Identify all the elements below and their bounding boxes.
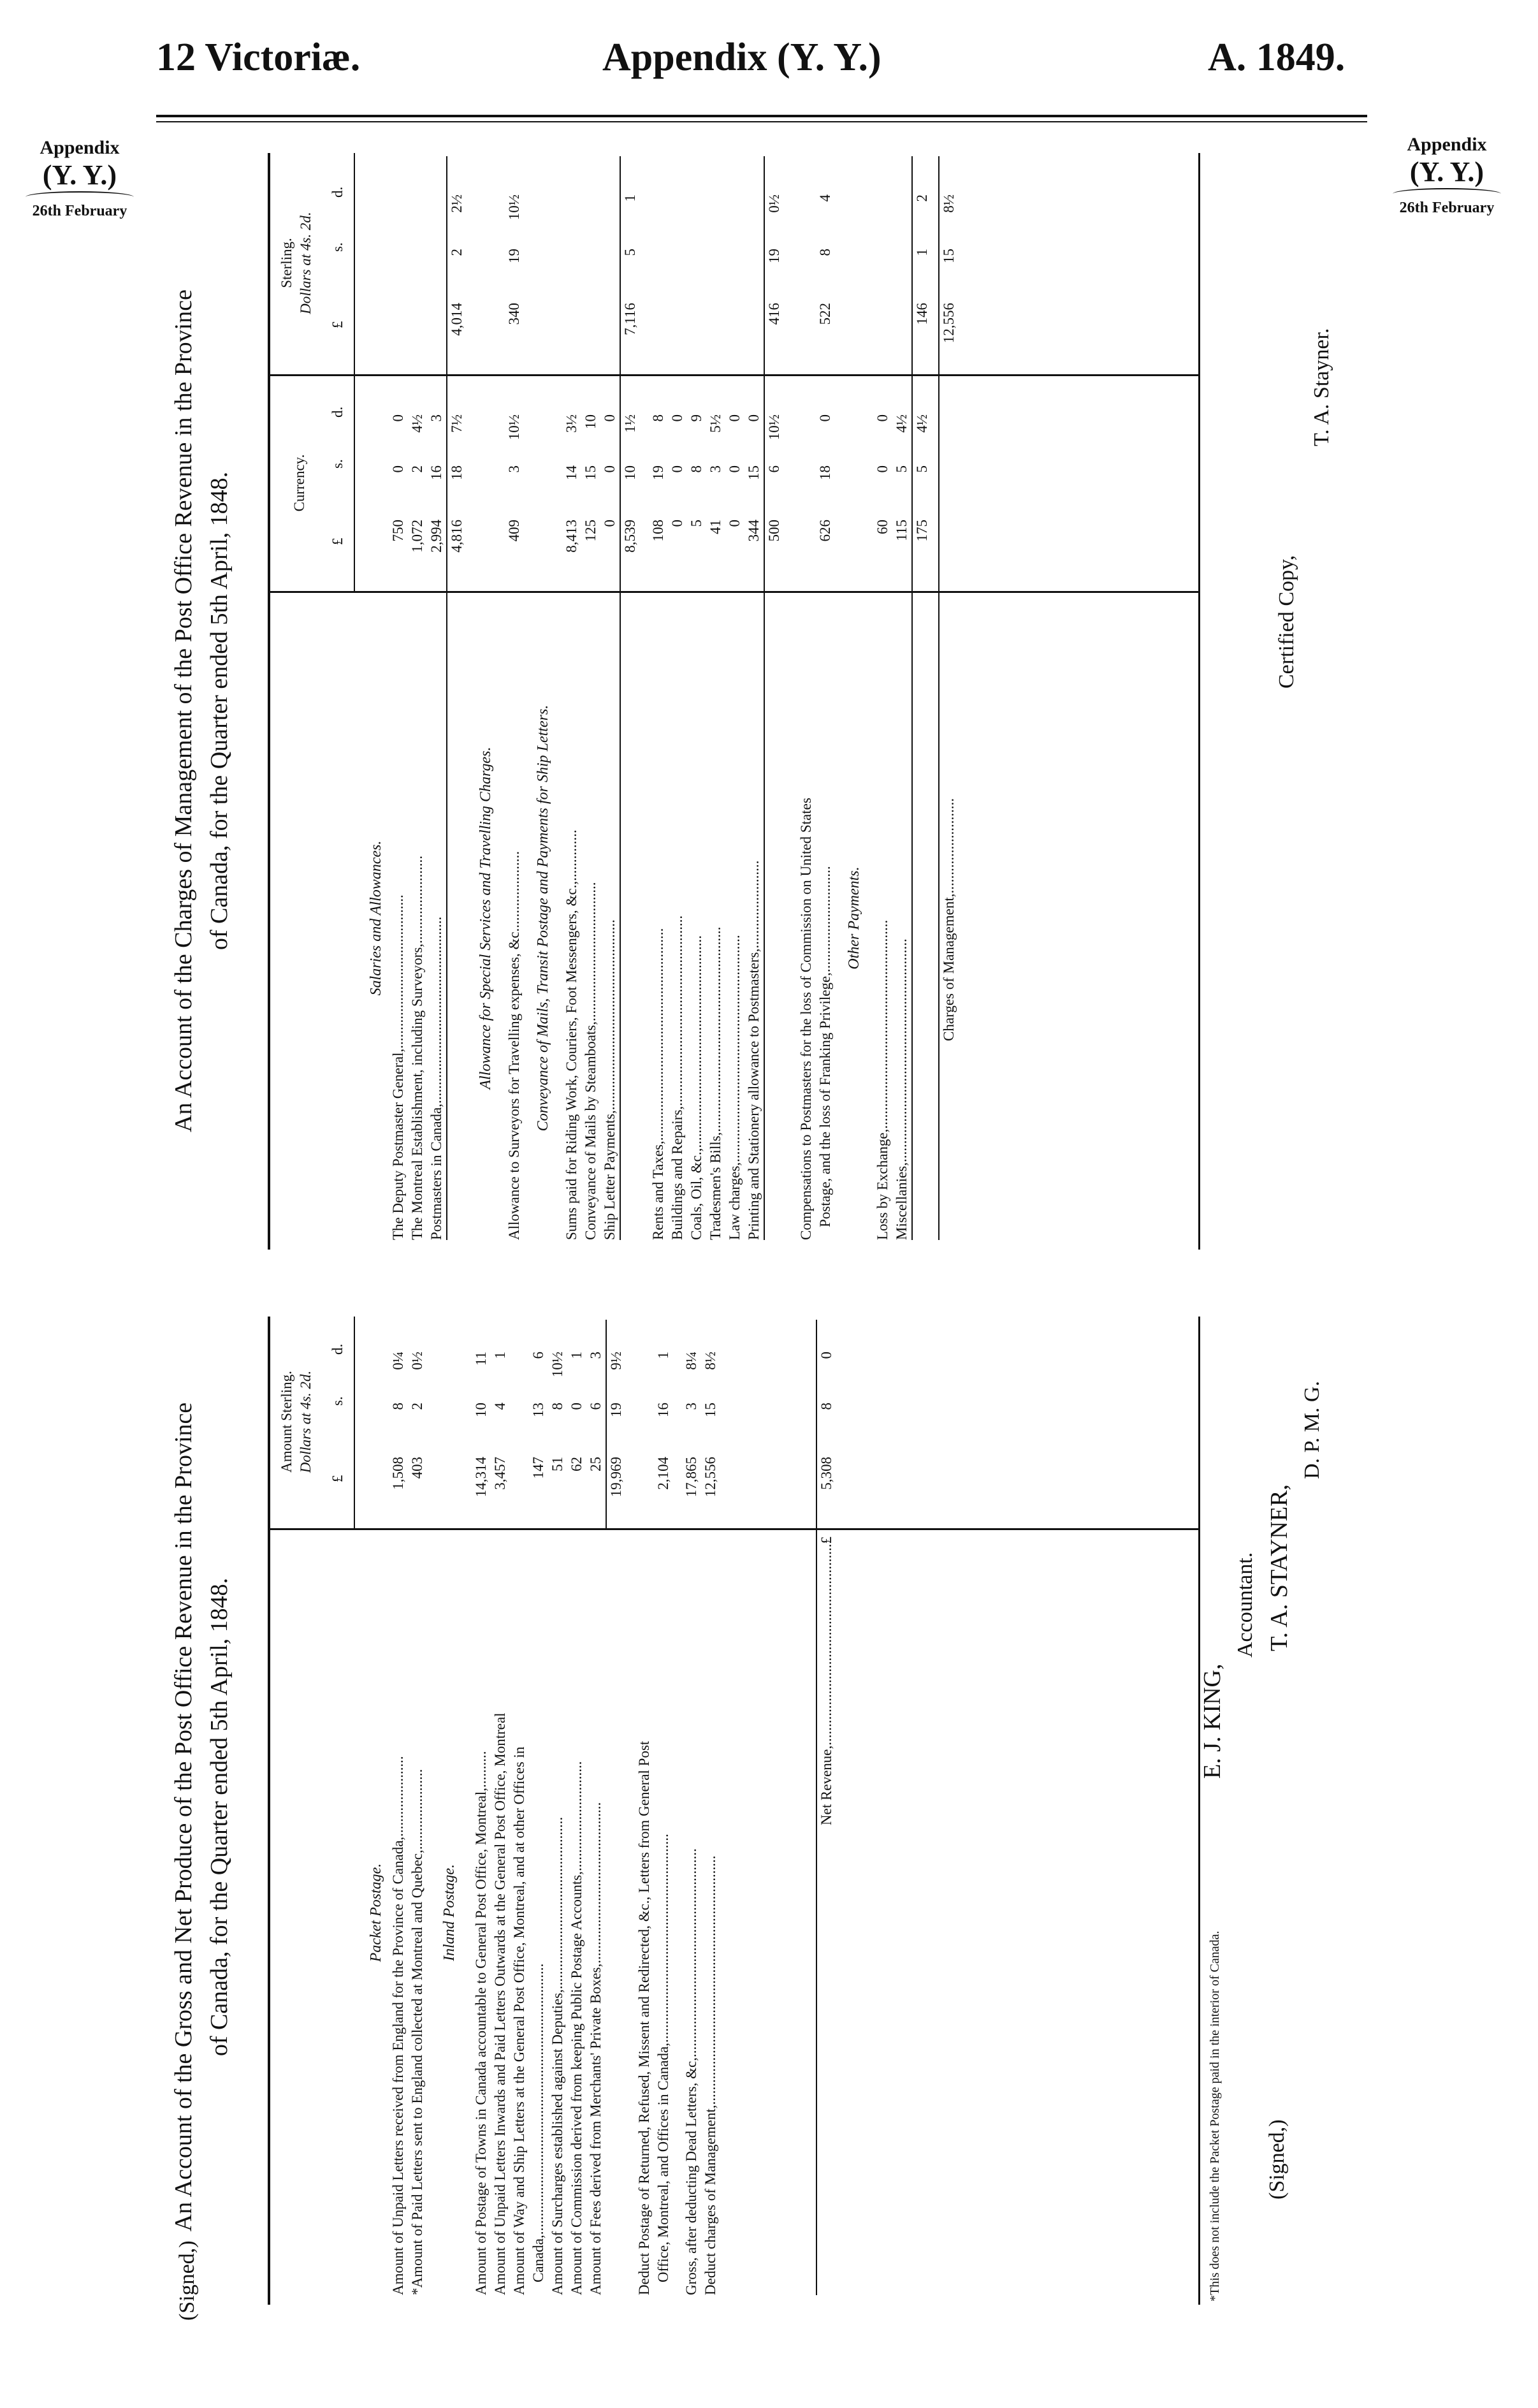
signature-title-accountant: Accountant. [1233, 1552, 1257, 1658]
signature-name-stayner: T. A. STAYNER, [1266, 1484, 1293, 1651]
account2-sterling-unit-l: £ [330, 321, 345, 328]
table-row: Gross, after deducting Dead Letters, &c,......................................................... 17,865 3 8¼ [683, 1352, 699, 2295]
account2-sterling-header-line1: Sterling. [279, 238, 294, 288]
account2-table [363, 156, 959, 1240]
account2-sterling-unit-d: d. [330, 186, 345, 198]
header-rule-thin [156, 121, 1367, 122]
table-row: Deduct charges of Management,.................................................................... 12,556 15 8½ [702, 1352, 718, 2295]
account2-sterling-unit-s: s. [330, 242, 345, 252]
account1-title-line2: of Canada, for the Quarter ended 5th April, 1848. [206, 1577, 233, 2057]
account1-col-header-line1: Amount Sterling. [279, 1371, 294, 1473]
certified-copy-name: T. A. Stayner. [1310, 328, 1333, 446]
account-gross-net [153, 1313, 1288, 2321]
section-salaries: Salaries and Allowances. [368, 840, 384, 996]
account2-sterling-header-line2: Dollars at 4s. 2d. [298, 212, 314, 314]
subtotal-row: 19,969 19 9½ [606, 1320, 626, 1530]
account2-bottom-rule [1198, 153, 1200, 1250]
table-row: Amount of Fees derived from Merchants' Private Boxes,............................................ 25 6 3 [588, 1352, 604, 2295]
account1-bottom-rule [1198, 1317, 1200, 2305]
account2-units [328, 153, 347, 590]
signed-label-2: (Signed,) [1265, 2119, 1289, 2200]
account1-col-header-line2: Dollars at 4s. 2d. [298, 1370, 314, 1473]
table-row: Conveyance of Mails by Steamboats,...................................... 125 15 10 [583, 414, 599, 1240]
table-row: Coals, Oil, &c.,.......................................................... 5 8 9 [688, 414, 704, 1240]
table-row: Allowance to Surveyors for Travelling expenses, &c...................... 409 3 10½ 340 19 10½ [506, 194, 522, 1240]
side-note-right-line1: Appendix [1407, 134, 1487, 155]
total-row: Charges of Management,.......................... 12,556 15 8½ [938, 156, 959, 1240]
account2-currency-unit-l: £ [330, 537, 345, 545]
certified-copy-label: Certified Copy, [1275, 555, 1298, 689]
rotated-document [153, 153, 1288, 2321]
account2-currency-header: Currency. [291, 454, 307, 512]
table-row: Rents and Taxes,.......................................................... 108 19 8 [650, 414, 666, 1240]
table-row: Amount of Unpaid Letters Inwards and Paid Letters Outwards at the General Post Office, Montreal 3,457 4 1 [492, 1352, 508, 2295]
table-row: The Montreal Establishment, including Surveyors,........................ 1,072 2 4½ [409, 414, 425, 1240]
account2-title [166, 153, 237, 1269]
table-row: Compensations to Postmasters for the loss of Commission on United States [798, 798, 814, 1240]
side-note-left-line1: Appendix [40, 137, 120, 158]
account1-table [363, 1320, 836, 2295]
table-row: The Deputy Postmaster General,.......................................... 750 0 0 [390, 414, 406, 1240]
account1-header-rule [354, 1317, 355, 1530]
net-revenue-row: Net Revenue,.......................................................£ 5,308 8 0 [816, 1320, 836, 2295]
table-row: Office, Montreal, and Offices in Canada,......................................................... 2,104 16 1 [655, 1352, 671, 2282]
header-right: A. 1849. [1208, 36, 1346, 79]
table-row: Postmasters in Canada,................................................... 2,994 16 3 [428, 414, 444, 1240]
side-note-left-brace [25, 191, 134, 203]
table-row: Canada,.......................................................................... 147 13 6 [530, 1352, 546, 2282]
side-note-right [1377, 134, 1517, 217]
subtotal-row: 4,816 18 7½ 4,014 2 2½ [446, 156, 467, 1240]
account1-unit-s: s. [330, 1396, 345, 1406]
table-row: Amount of Way and Ship Letters at the General Post Office, Montreal, and at other Offices in [511, 1746, 527, 2295]
spacer [932, 156, 938, 1240]
account1-title [166, 1313, 237, 2321]
subtotal-row: 8,539 10 1½ 7,116 5 1 [620, 156, 640, 1240]
account2-title-line2: of Canada, for the Quarter ended 5th April, 1848. [206, 471, 233, 951]
account1-footnote: *This does not include the Packet Postage paid in the interior of Canada. [1208, 1930, 1222, 2302]
account2-header-rule [354, 153, 355, 593]
spacer [784, 156, 797, 1240]
table-row: Loss by Exchange,......................................................... 60 0 0 [874, 414, 890, 1240]
header-center: Appendix (Y. Y.) [602, 36, 881, 79]
side-note-right-brace [1393, 188, 1501, 200]
account2-sterling-header [277, 153, 316, 373]
account2-currency-unit-s: s. [330, 459, 345, 469]
section-inland-postage: Inland Postage. [441, 1864, 458, 1961]
table-row: Amount of Surcharges established against Deputies,............................................... 51 8 10½ [549, 1352, 565, 2295]
account1-title-line1: An Account of the Gross and Net Produce of the Post Office Revenue in the Province [170, 1402, 197, 2232]
side-note-left-line2: (Y. Y.) [42, 159, 117, 191]
table-row: Printing and Stationery allowance to Postmasters,........................ 344 15 0 [746, 414, 762, 1240]
account2-title-line1: An Account of the Charges of Management of the Post Office Revenue in the Province [170, 289, 197, 1132]
header-rule [156, 115, 1367, 117]
signature-name-king: E. J. KING, [1199, 1663, 1226, 1779]
header-left: 12 Victoriæ. [156, 36, 361, 79]
account2-currency-unit-d: d. [330, 406, 345, 418]
spacer [673, 1320, 682, 2295]
table-row: Amount of Postage of Towns in Canada accountable to General Post Office, Montreal,.......... 14,314 10 11 [473, 1352, 489, 2295]
account1-unit-l: £ [330, 1475, 345, 1482]
table-row: Buildings and Repairs,.................................................... 0 0 0 [669, 414, 685, 1240]
side-note-right-line2: (Y. Y.) [1409, 156, 1484, 187]
section-special-services: Allowance for Special Services and Travelling Charges. [477, 747, 494, 1090]
side-note-left [13, 137, 147, 220]
account1-units [328, 1317, 347, 1527]
spacer [626, 1320, 635, 2295]
section-packet-postage: Packet Postage. [368, 1863, 384, 1962]
table-row: Amount of Unpaid Letters received from England for the Province of Canada,...................... 1,508 8 0¼ [390, 1352, 406, 2295]
spacer [720, 1320, 816, 2295]
subtotal-row: 500 6 10½ 416 19 0½ [764, 156, 784, 1240]
table-row: Amount of Commission derived from keeping Public Postage Accounts,.............................. 62 0 1 [569, 1352, 584, 2295]
table-row: Law charges,.............................................................. 0 0 0 [727, 414, 743, 1240]
table-row: Postage, and the loss of Franking Privilege,............................. 626 18 0 522 8 4 [817, 194, 833, 1227]
side-note-right-line3: 26th February [1399, 200, 1495, 216]
side-note-left-line3: 26th February [32, 203, 127, 219]
subtotal-row: 175 5 4½ 146 1 2 [911, 156, 932, 1240]
signed-label-1: (Signed,) [175, 2240, 199, 2321]
table-row: Miscellanies,............................................................. 115 5 4½ [894, 414, 910, 1240]
table-row: *Amount of Paid Letters sent to England collected at Montreal and Quebec,...................... 403 2 0½ [409, 1352, 425, 2295]
spacer [640, 156, 649, 1240]
table-row: Sums paid for Riding Work, Couriers, Foot Messengers, &c.,.............. 8,413 14 3½ [563, 414, 579, 1240]
table-row: Deduct Postage of Returned, Refused, Missent and Redirected, &c., Letters from General Post [636, 1740, 652, 2295]
table-row: Tradesmen's Bills,........................................................ 41 3 5½ [707, 414, 723, 1240]
account2-top-rule [268, 153, 270, 1250]
account1-unit-d: d. [330, 1343, 345, 1355]
account1-col-header [277, 1317, 316, 1527]
table-row: Ship Letter Payments,.................................................... 0 0 0 [602, 414, 618, 1240]
section-conveyance: Conveyance of Mails, Transit Postage and Payments for Ship Letters. [535, 704, 551, 1132]
signature-title-dpmg: D. P. M. G. [1300, 1381, 1324, 1479]
section-other-payments: Other Payments. [846, 866, 862, 970]
account1-top-rule [268, 1317, 270, 2305]
account-charges-management [153, 153, 1288, 1269]
